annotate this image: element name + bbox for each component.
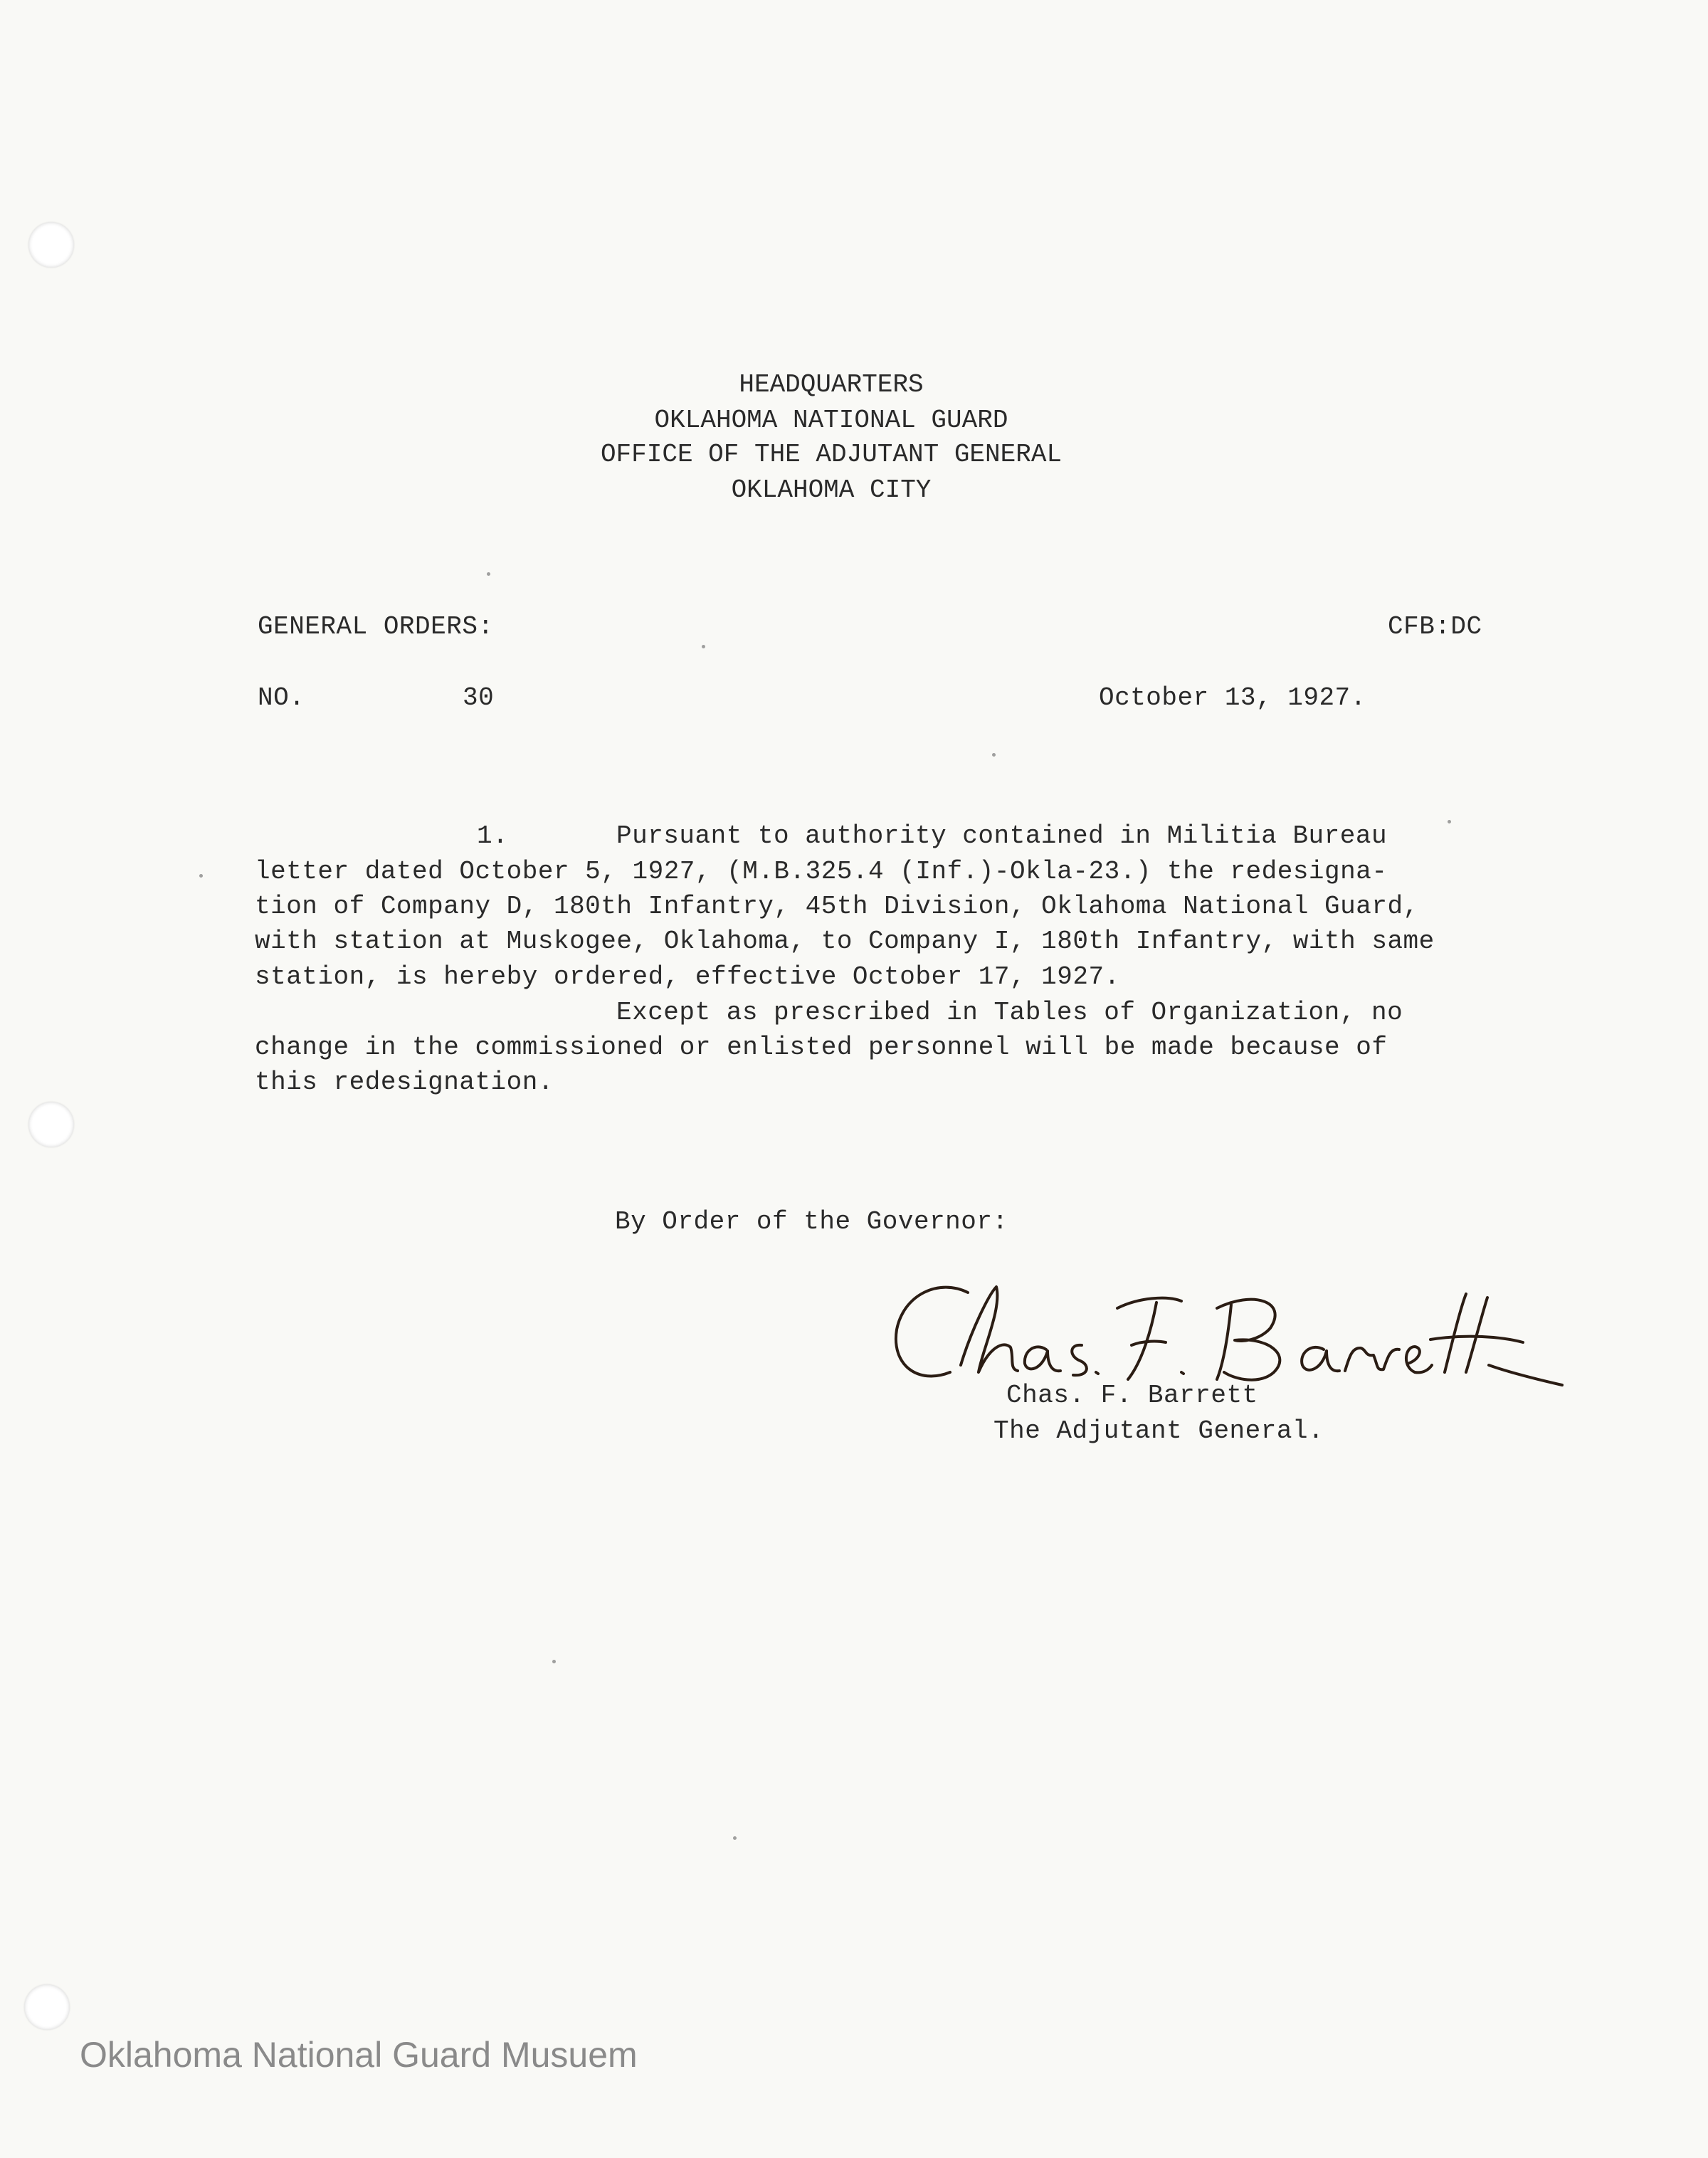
- punch-hole-top: [28, 222, 74, 268]
- body-line: tion of Company D, 180th Infantry, 45th Division, Oklahoma National Guard,: [255, 892, 1419, 921]
- header-oklahoma-national-guard: OKLAHOMA NATIONAL GUARD: [654, 406, 1008, 435]
- order-number: 30: [463, 683, 495, 712]
- punch-hole-middle: [28, 1102, 74, 1147]
- body-line: this redesignation.: [255, 1068, 554, 1097]
- order-date: October 13, 1927.: [1099, 683, 1366, 712]
- body-line: Except as prescribed in Tables of Organization, no: [616, 998, 1403, 1027]
- order-number-label: NO.: [258, 683, 305, 712]
- header-headquarters: HEADQUARTERS: [739, 370, 924, 399]
- body-line: change in the commissioned or enlisted personnel will be made because of: [255, 1033, 1388, 1062]
- museum-watermark: Oklahoma National Guard Musuem: [80, 2035, 638, 2075]
- paper-speck: [1448, 820, 1451, 823]
- paper-speck: [552, 1660, 556, 1663]
- header-oklahoma-city: OKLAHOMA CITY: [731, 475, 932, 505]
- punch-hole-bottom: [24, 1984, 70, 2030]
- signatory-name: Chas. F. Barrett: [1006, 1381, 1258, 1410]
- signatory-title: The Adjutant General.: [993, 1416, 1324, 1446]
- reference-initials: CFB:DC: [1388, 612, 1482, 641]
- paper-speck: [702, 645, 705, 648]
- body-line: with station at Muskogee, Oklahoma, to Company I, 180th Infantry, with same: [255, 927, 1435, 956]
- paper-speck: [733, 1836, 737, 1840]
- body-line: letter dated October 5, 1927, (M.B.325.4 (Inf.)-Okla-23.) the redesigna-: [255, 857, 1388, 886]
- paper-speck: [487, 572, 490, 576]
- general-orders-label: GENERAL ORDERS:: [258, 612, 494, 641]
- header-office-adjutant-general: OFFICE OF THE ADJUTANT GENERAL: [600, 440, 1063, 469]
- paper-speck: [199, 874, 203, 878]
- by-order-of-governor: By Order of the Governor:: [615, 1207, 1008, 1236]
- paper-speck: [992, 753, 996, 757]
- paragraph-number: 1.: [477, 821, 509, 851]
- body-line: Pursuant to authority contained in Militia Bureau: [616, 821, 1388, 851]
- body-line: station, is hereby ordered, effective October 17, 1927.: [255, 962, 1120, 991]
